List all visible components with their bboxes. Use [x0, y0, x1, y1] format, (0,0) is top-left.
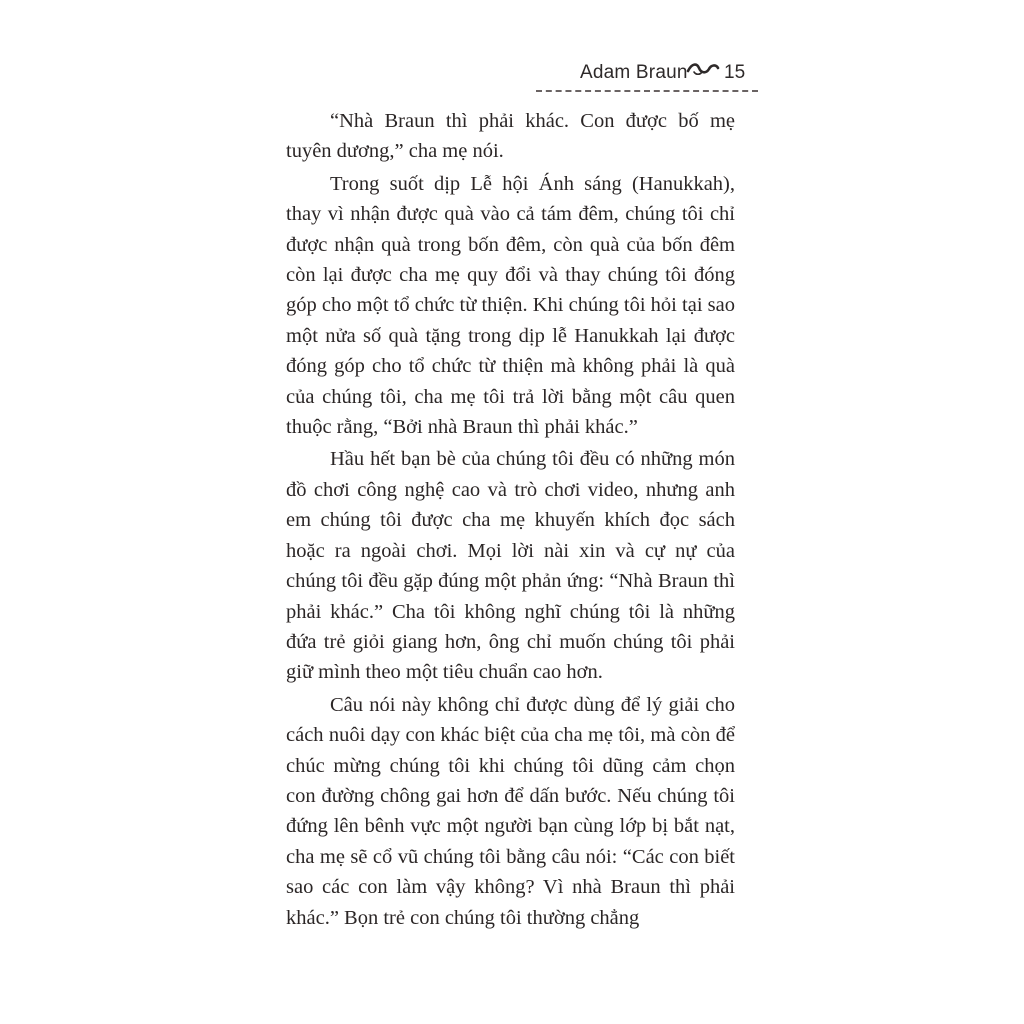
- swash-ornament-icon: [686, 60, 720, 78]
- header-author: Adam Braun: [580, 62, 688, 83]
- paragraph: “Nhà Braun thì phải khác. Con được bố mẹ tuyên dương,” cha mẹ nói.: [286, 110, 735, 163]
- paragraph: Câu nói này không chỉ được dùng để lý giải cho cách nuôi dạy con khác biệt của cha mẹ tôi, mà còn để chúc mừng chúng tôi khi chúng tôi dũng cảm chọn con đường chông gai hơn để dấn bước. Nếu chúng tôi đứng lên bênh vực một người bạn cùng lớp bị bắt nạt, cha mẹ sẽ cổ vũ chúng tôi bằng câu nói: “Các con biết sao các con làm vậy không? Vì nhà Braun thì phải khác.” Bọn trẻ con chúng tôi thường chẳng: [286, 693, 735, 929]
- paragraph: Trong suốt dịp Lễ hội Ánh sáng (Hanukkah), thay vì nhận được quà vào cả tám đêm, chúng tôi chỉ được nhận quà trong bốn đêm, còn quà của bốn đêm còn lại được cha mẹ quy đổi và thay chúng tôi đóng góp cho một tổ chức từ thiện. Khi chúng tôi hỏi tại sao một nửa số quà tặng trong dịp lễ Hanukkah lại được đóng góp cho tổ chức từ thiện mà không phải là quà của chúng tôi, cha mẹ tôi trả lời bằng một câu quen thuộc rằng, “Bởi nhà Braun thì phải khác.”: [286, 172, 735, 439]
- paragraph: Hầu hết bạn bè của chúng tôi đều có những món đồ chơi công nghệ cao và trò chơi video, nhưng anh em chúng tôi được cha mẹ khuyến khích đọc sách hoặc ra ngoài chơi. Mọi lời nài xin và cự nự của chúng tôi đều gặp đúng một phản ứng: “Nhà Braun thì phải khác.” Cha tôi không nghĩ chúng tôi là những đứa trẻ giỏi giang hơn, ông chỉ muốn chúng tôi phải giữ mình theo một tiêu chuẩn cao hơn.: [286, 448, 735, 684]
- body-text: [286, 106, 735, 935]
- running-header: [536, 58, 758, 92]
- page-number: 15: [724, 62, 746, 83]
